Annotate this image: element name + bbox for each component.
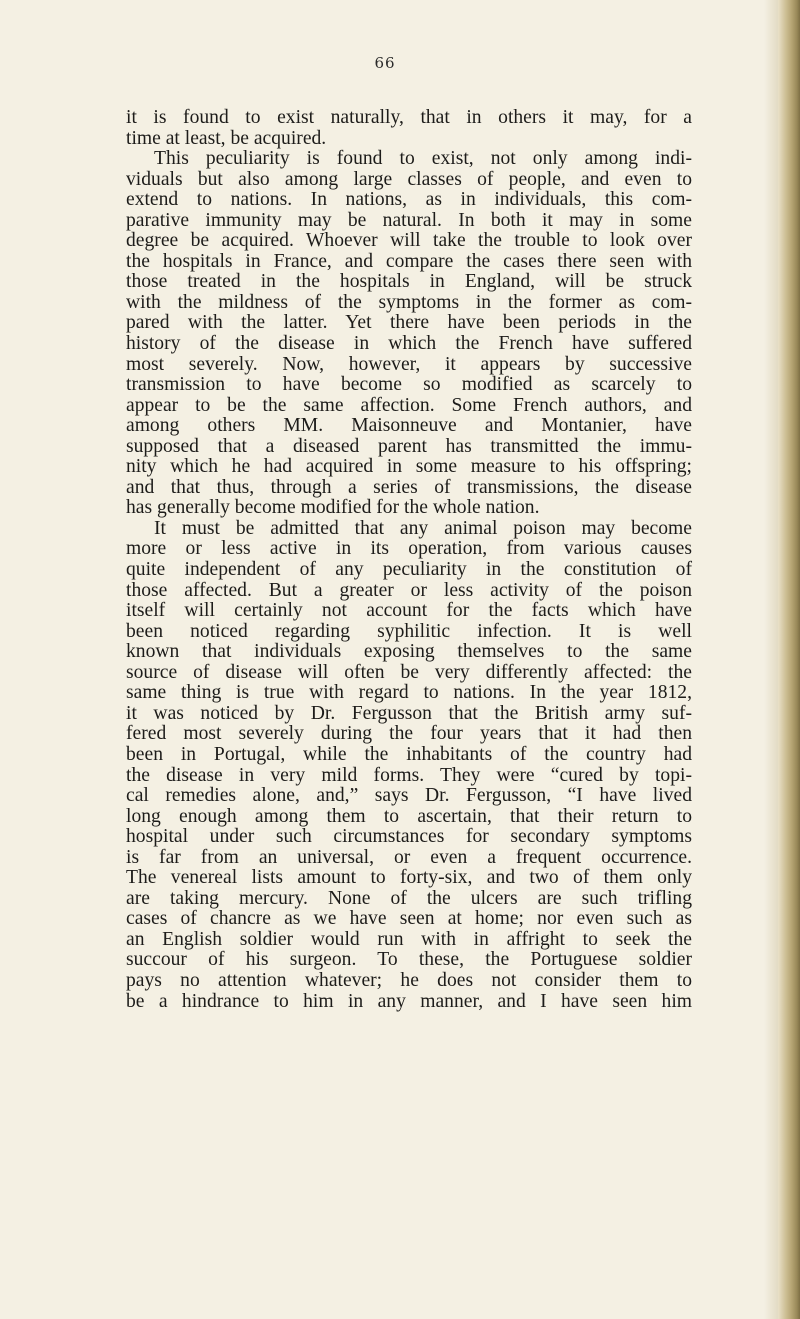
text-line: most severely. Now, however, it appears by successive	[126, 353, 692, 375]
text-line: long enough among them to ascertain, that their return to	[126, 805, 692, 827]
text-line: those affected. But a greater or less activity of the poison	[126, 579, 692, 601]
text-line: quite independent of any peculiarity in the constitution of	[126, 559, 692, 581]
text-line: with the mildness of the symptoms in the former as com-	[126, 291, 692, 313]
text-line: pared with the latter. Yet there have been periods in the	[126, 312, 692, 334]
text-line: This peculiarity is found to exist, not only among indi-	[154, 148, 692, 170]
text-line: the hospitals in France, and compare the cases there seen with	[126, 250, 692, 272]
text-line: fered most severely during the four years that it had then	[126, 723, 692, 745]
text-line: degree be acquired. Whoever will take the trouble to look over	[126, 230, 692, 252]
text-line: and that thus, through a series of transmissions, the disease	[126, 476, 692, 498]
text-line: pays no attention whatever; he does not consider them to	[126, 969, 692, 991]
text-line: time at least, be acquired.	[126, 127, 327, 149]
text-line: among others MM. Maisonneuve and Montanier, have	[126, 415, 692, 437]
text-line: an English soldier would run with in affright to seek the	[126, 928, 692, 950]
text-line: history of the disease in which the French have suffered	[126, 333, 692, 355]
text-line: parative immunity may be natural. In both it may in some	[126, 209, 692, 231]
text-line: It must be admitted that any animal poison may become	[154, 517, 692, 539]
text-line: cal remedies alone, and,” says Dr. Fergusson, “I have lived	[126, 785, 692, 807]
page-number: 66	[374, 54, 396, 72]
binding-shadow	[764, 0, 778, 1319]
text-line: viduals but also among large classes of people, and even to	[126, 168, 692, 190]
text-line: the disease in very mild forms. They were “cured by topi-	[126, 764, 692, 786]
text-line: extend to nations. In nations, as in individuals, this com-	[126, 189, 692, 211]
text-line: hospital under such circumstances for secondary symptoms	[126, 826, 692, 848]
text-line: more or less active in its operation, from various causes	[126, 538, 692, 560]
text-line: source of disease will often be very differently affected: the	[126, 661, 692, 683]
text-line: it is found to exist naturally, that in others it may, for a	[126, 107, 692, 128]
text-line: it was noticed by Dr. Fergusson that the British army suf-	[126, 702, 692, 724]
page-binding-edge	[778, 0, 800, 1319]
text-line: transmission to have become so modified as scarcely to	[126, 374, 692, 396]
text-line: those treated in the hospitals in England, will be struck	[126, 271, 692, 293]
text-line: cases of chancre as we have seen at home; nor even such as	[126, 908, 692, 930]
text-line: succour of his surgeon. To these, the Portuguese soldier	[126, 949, 692, 971]
text-line: been noticed regarding syphilitic infection. It is well	[126, 620, 692, 642]
text-line: The venereal lists amount to forty-six, and two of them only	[126, 867, 692, 889]
text-line: been in Portugal, while the inhabitants of the country had	[126, 743, 692, 765]
text-line: is far from an universal, or even a frequent occurrence.	[126, 846, 692, 868]
text-line: be a hindrance to him in any manner, and I have seen him	[126, 990, 692, 1012]
body-text	[126, 108, 692, 1012]
text-line: supposed that a diseased parent has transmitted the immu-	[126, 435, 692, 457]
text-line: known that individuals exposing themselves to the same	[126, 641, 692, 663]
text-line: itself will certainly not account for the facts which have	[126, 600, 692, 622]
text-line: nity which he had acquired in some measure to his offspring;	[126, 456, 692, 478]
text-line: are taking mercury. None of the ulcers are such trifling	[126, 887, 692, 909]
text-line: has generally become modified for the whole nation.	[126, 497, 540, 519]
text-line: same thing is true with regard to nations. In the year 1812,	[126, 682, 692, 704]
text-line: appear to be the same affection. Some French authors, and	[126, 394, 692, 416]
